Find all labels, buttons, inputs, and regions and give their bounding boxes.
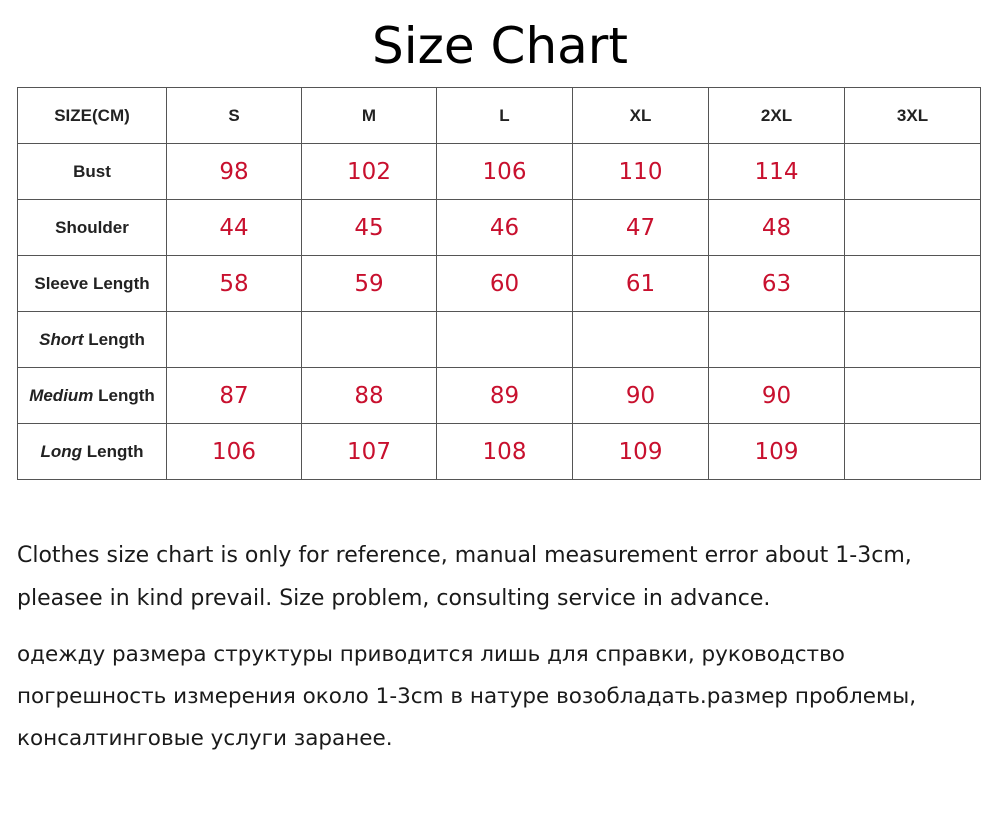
value-cell: 60: [437, 256, 573, 312]
table-row-shoulder: [18, 200, 981, 256]
value-cell: 58: [167, 256, 302, 312]
value-cell: 107: [302, 424, 437, 480]
value-cell: [573, 312, 709, 368]
header-cell-s: S: [167, 88, 302, 144]
notes: [17, 534, 982, 760]
value-cell: 87: [167, 368, 302, 424]
table-row-long-length: [18, 424, 981, 480]
value-cell: 47: [573, 200, 709, 256]
value-cell: [845, 368, 981, 424]
row-label-text: Bust: [73, 161, 111, 181]
row-label-long-length: [18, 424, 167, 480]
row-label-bust: [18, 144, 167, 200]
value-cell: 48: [709, 200, 845, 256]
table-row-bust: [18, 144, 981, 200]
row-label-sleeve-length: [18, 256, 167, 312]
table-header-row: [18, 88, 981, 144]
value-cell: [845, 200, 981, 256]
row-label-text: Sleeve Length: [34, 273, 150, 293]
header-cell-3xl: 3XL: [845, 88, 981, 144]
header-cell-2xl: 2XL: [709, 88, 845, 144]
value-cell: [845, 312, 981, 368]
table-row-medium-length: [18, 368, 981, 424]
row-label-text: Length: [82, 441, 144, 461]
value-cell: 89: [437, 368, 573, 424]
value-cell: 109: [573, 424, 709, 480]
page-title: Size Chart: [372, 17, 628, 75]
value-cell: 88: [302, 368, 437, 424]
value-cell: 106: [437, 144, 573, 200]
table-row-short-length: [18, 312, 981, 368]
value-cell: 63: [709, 256, 845, 312]
value-cell: [437, 312, 573, 368]
row-label-text: Length: [83, 329, 145, 349]
row-label-shoulder: [18, 200, 167, 256]
value-cell: 61: [573, 256, 709, 312]
table-row-sleeve-length: [18, 256, 981, 312]
value-cell: 59: [302, 256, 437, 312]
header-cell-xl: XL: [573, 88, 709, 144]
row-label-short-length: [18, 312, 167, 368]
value-cell: [302, 312, 437, 368]
value-cell: 90: [573, 368, 709, 424]
row-label-medium-length: [18, 368, 167, 424]
row-label-emphasis: Medium: [29, 385, 94, 405]
value-cell: [167, 312, 302, 368]
row-label-text: Length: [93, 385, 155, 405]
value-cell: 45: [302, 200, 437, 256]
value-cell: 109: [709, 424, 845, 480]
value-cell: 46: [437, 200, 573, 256]
header-cell-m: M: [302, 88, 437, 144]
english-note: Clothes size chart is only for reference, manual measurement error about 1-3cm, pleasee in kind prevail. Size problem, consulting service in advance.: [17, 543, 912, 611]
value-cell: 110: [573, 144, 709, 200]
value-cell: 98: [167, 144, 302, 200]
value-cell: 108: [437, 424, 573, 480]
header-cell-l: L: [437, 88, 573, 144]
value-cell: [845, 256, 981, 312]
value-cell: [845, 424, 981, 480]
row-label-text: Shoulder: [55, 217, 129, 237]
value-cell: 90: [709, 368, 845, 424]
size-table: [17, 87, 981, 480]
header-cell-size: SIZE(CM): [18, 88, 167, 144]
russian-note: одежду размера структуры приводится лишь для справки, руководство погрешность измерения около 1-3cm в натуре возобладать.размер проблемы, консалтинговые услуги заранее.: [17, 642, 917, 751]
value-cell: 114: [709, 144, 845, 200]
value-cell: [709, 312, 845, 368]
value-cell: 102: [302, 144, 437, 200]
value-cell: 44: [167, 200, 302, 256]
row-label-emphasis: Short: [39, 329, 84, 349]
value-cell: 106: [167, 424, 302, 480]
row-label-emphasis: Long: [40, 441, 83, 461]
value-cell: [845, 144, 981, 200]
